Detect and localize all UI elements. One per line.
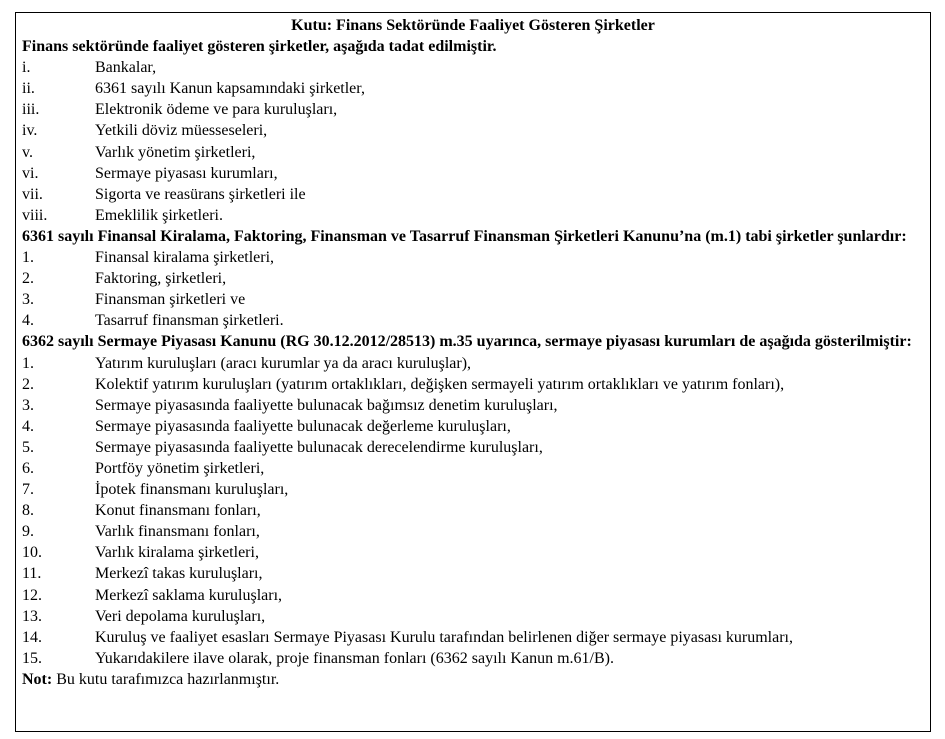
list-item-text: Yetkili döviz müesseseleri, — [95, 122, 268, 140]
list-item — [22, 247, 924, 268]
section3-list — [22, 353, 924, 669]
section2-list — [22, 247, 924, 331]
list-item-text: Sermaye piyasası kurumları, — [95, 164, 278, 182]
list-item-text: Veri depolama kuruluşları, — [95, 607, 266, 625]
list-item-number: 4. — [22, 417, 34, 435]
list-item — [22, 310, 924, 331]
list-item-number: 1. — [22, 249, 34, 267]
list-item-number: 4. — [22, 312, 34, 330]
list-item-text: Kolektif yatırım kuruluşları (yatırım ortaklıkları, değişken sermayeli yatırım ortaklıkları ve yatırım fonları), — [95, 375, 785, 393]
list-item-number: 3. — [22, 291, 34, 309]
list-item — [22, 353, 924, 374]
list-item-text: Bankalar, — [95, 59, 157, 77]
list-item-text: Varlık yönetim şirketleri, — [95, 143, 256, 161]
list-item-text: Yukarıdakilere ilave olarak, proje finansman fonları (6362 sayılı Kanun m.61/B). — [95, 649, 614, 667]
list-item-text: İpotek finansmanı kuruluşları, — [95, 481, 289, 499]
note-text: Bu kutu tarafımızca hazırlanmıştır. — [52, 670, 280, 688]
list-item — [22, 585, 924, 606]
list-item-text: Varlık finansmanı fonları, — [95, 523, 260, 541]
list-item-number: 9. — [22, 523, 34, 541]
list-item-number: 2. — [22, 375, 34, 393]
box-note — [22, 669, 924, 690]
list-item — [22, 99, 924, 120]
list-item-number: 15. — [22, 649, 42, 667]
info-box — [15, 12, 931, 732]
list-item-text: Faktoring, şirketleri, — [95, 270, 227, 288]
list-item — [22, 374, 924, 395]
list-item-text: 6361 sayılı Kanun kapsamındaki şirketler, — [95, 80, 365, 98]
list-item — [22, 57, 924, 78]
list-item — [22, 142, 924, 163]
list-item-number: 5. — [22, 438, 34, 456]
list-item-number: 7. — [22, 481, 34, 499]
list-item-number: viii. — [22, 206, 48, 224]
list-item — [22, 458, 924, 479]
list-item-text: Sermaye piyasasında faaliyette bulunacak değerleme kuruluşları, — [95, 417, 511, 435]
list-item-number: 8. — [22, 502, 34, 520]
list-item — [22, 479, 924, 500]
list-item-text: Sigorta ve reasürans şirketleri ile — [95, 185, 306, 203]
list-item-number: 13. — [22, 607, 42, 625]
list-item — [22, 437, 924, 458]
list-item-text: Finansal kiralama şirketleri, — [95, 249, 275, 267]
list-item-number: 2. — [22, 270, 34, 288]
list-item-number: 14. — [22, 628, 42, 646]
section3-heading: 6362 sayılı Sermaye Piyasası Kanunu (RG 30.12.2012/28513) m.35 uyarınca, sermaye piyasası kurumları de aşağıda gösterilmiştir: — [22, 333, 912, 351]
list-item — [22, 648, 924, 669]
list-item — [22, 78, 924, 99]
list-item — [22, 416, 924, 437]
list-item-number: 1. — [22, 354, 34, 372]
list-item — [22, 205, 924, 226]
list-item — [22, 268, 924, 289]
list-item-number: vii. — [22, 185, 43, 203]
list-item-number: i. — [22, 59, 31, 77]
section2-heading: 6361 sayılı Finansal Kiralama, Faktoring, Finansman ve Tasarruf Finansman Şirketleri Kanunu’na (m.1) tabi şirketler şunlardır: — [22, 227, 907, 245]
list-item-number: 12. — [22, 586, 42, 604]
list-item-text: Kuruluş ve faaliyet esasları Sermaye Piyasası Kurulu tarafından belirlenen diğer sermaye piyasası kurumları, — [95, 628, 793, 646]
list-item — [22, 120, 924, 141]
list-item — [22, 289, 924, 310]
list-item — [22, 521, 924, 542]
list-item-number: iii. — [22, 101, 40, 119]
list-item-text: Yatırım kuruluşları (aracı kurumlar ya da aracı kuruluşlar), — [95, 354, 472, 372]
list-item-text: Varlık kiralama şirketleri, — [95, 544, 259, 562]
note-label: Not: — [22, 670, 53, 688]
list-item — [22, 606, 924, 627]
list-item — [22, 542, 924, 563]
list-item-text: Emeklilik şirketleri. — [95, 206, 223, 224]
list-item-number: 6. — [22, 459, 34, 477]
list-item-number: vi. — [22, 164, 39, 182]
list-item — [22, 163, 924, 184]
list-item-text: Elektronik ödeme ve para kuruluşları, — [95, 101, 338, 119]
section1-list — [22, 57, 924, 226]
list-item-text: Konut finansmanı fonları, — [95, 502, 261, 520]
list-item-text: Sermaye piyasasında faaliyette bulunacak bağımsız denetim kuruluşları, — [95, 396, 558, 414]
list-item — [22, 500, 924, 521]
list-item-number: 10. — [22, 544, 42, 562]
section1-heading: Finans sektöründe faaliyet gösteren şirketler, aşağıda tadat edilmiştir. — [22, 38, 497, 56]
list-item-number: v. — [22, 143, 33, 161]
list-item-number: iv. — [22, 122, 38, 140]
list-item — [22, 184, 924, 205]
box-title: Kutu: Finans Sektöründe Faaliyet Gösteren Şirketler — [291, 17, 655, 34]
list-item — [22, 395, 924, 416]
list-item-number: 3. — [22, 396, 34, 414]
list-item-text: Finansman şirketleri ve — [95, 291, 246, 309]
list-item-text: Sermaye piyasasında faaliyette bulunacak derecelendirme kuruluşları, — [95, 438, 543, 456]
list-item-number: 11. — [22, 565, 42, 583]
list-item-text: Merkezî takas kuruluşları, — [95, 565, 263, 583]
list-item — [22, 627, 924, 648]
list-item-number: ii. — [22, 80, 35, 98]
list-item-text: Tasarruf finansman şirketleri. — [95, 312, 284, 330]
list-item-text: Portföy yönetim şirketleri, — [95, 459, 265, 477]
list-item — [22, 563, 924, 584]
list-item-text: Merkezî saklama kuruluşları, — [95, 586, 283, 604]
